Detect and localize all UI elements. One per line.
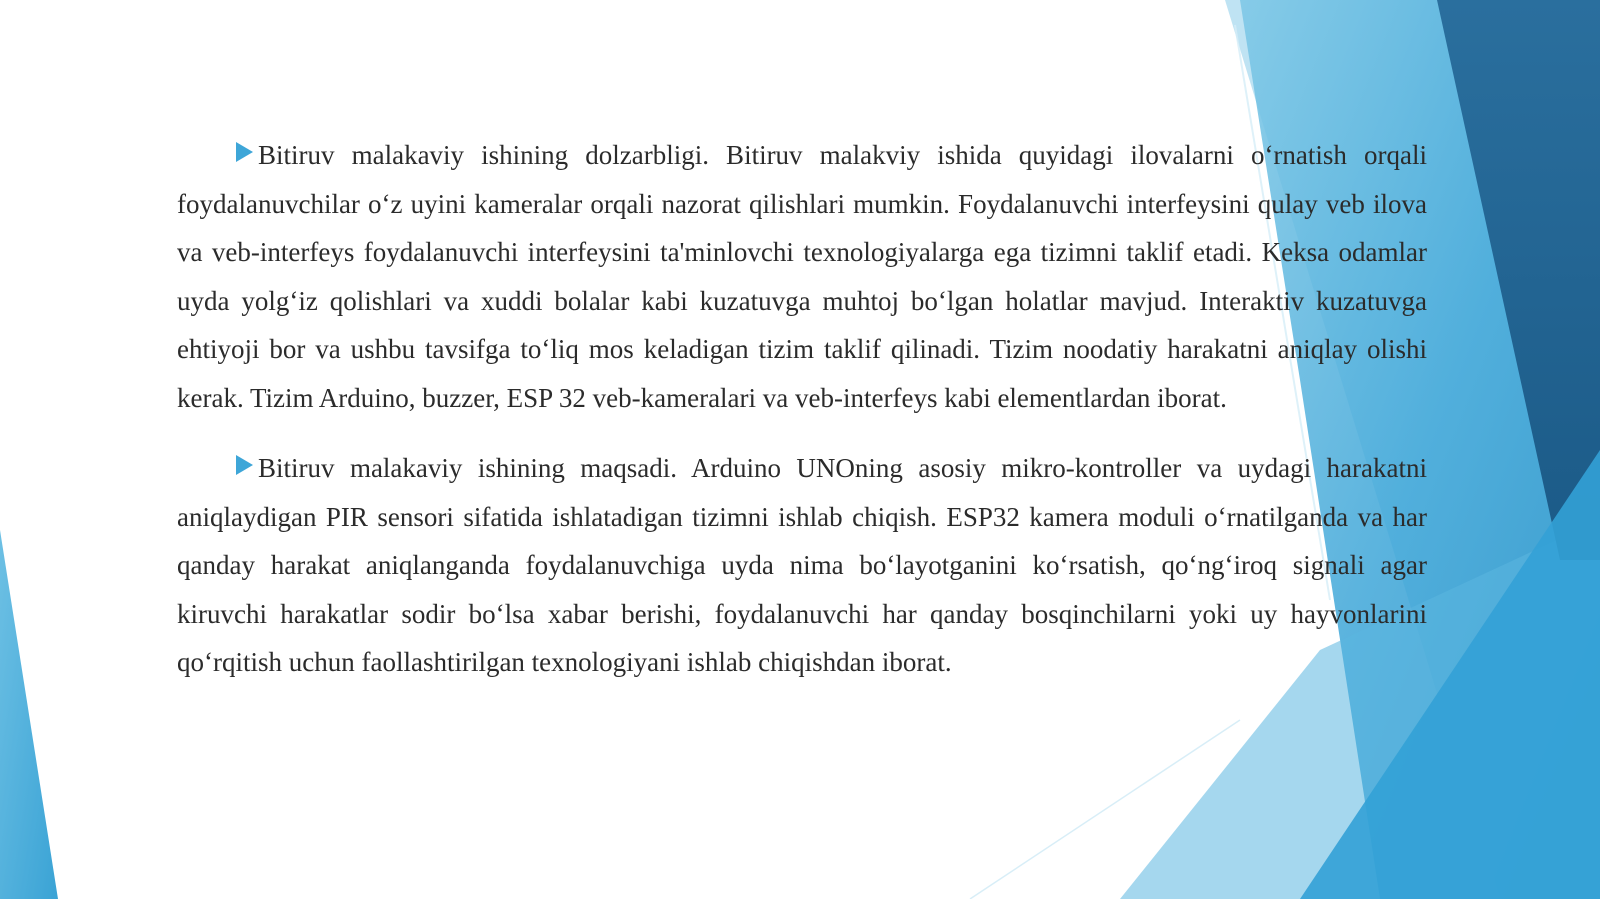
paragraph-text: Bitiruv malakaviy ishining maqsadi. Arduino UNOning asosiy mikro-kontroller va uydagi harakatni aniqlaydigan PIR sensori sifatida ishlatadigan tizimni ishlab chiqish. ESP32 kamera moduli o‘rnatilganda va har qanday harakat aniqlanganda foydalanuvchiga uyda nima bo‘layotganini ko‘rsatish, qo‘ng‘iroq signali agar kiruvchi harakatlar sodir bo‘lsa xabar berishi, foydalanuvchi har qanday bosqinchilarni yoki uy hayvonlarini qo‘rqitish uchun faollashtirilgan texnologiyani ishlab chiqishdan iborat. (177, 453, 1427, 677)
left-edge-shape (0, 530, 58, 899)
paragraph-goal (177, 444, 1427, 687)
triangle-bullet-icon (236, 142, 253, 162)
paragraph-text: Bitiruv malakaviy ishining dolzarbligi. Bitiruv malakviy ishida quyidagi ilovalarni o‘rnatish orqali foydalanuvchilar o‘z uyini kameralar orqali nazorat qilishlari mumkin. Foydalanuvchi interfeysini qulay veb ilova va veb-interfeys foydalanuvchi interfeysini ta'minlovchi texnologiyalarga ega tizimni taklif etadi. Keksa odamlar uyda yolg‘iz qolishlari va xuddi bolalar kabi kuzatuvga muhtoj bo‘lgan holatlar mavjud. Interaktiv kuzatuvga ehtiyoji bor va ushbu tavsifga to‘liq mos keladigan tizim taklif qilinadi. Tizim noodatiy harakatni aniqlay olishi kerak. Tizim Arduino, buzzer, ESP 32 veb-kameralari va veb-interfeys kabi elementlardan iborat. (177, 140, 1427, 413)
triangle-bullet-icon (236, 455, 253, 475)
slide-body (177, 131, 1427, 709)
paragraph-relevance (177, 131, 1427, 422)
